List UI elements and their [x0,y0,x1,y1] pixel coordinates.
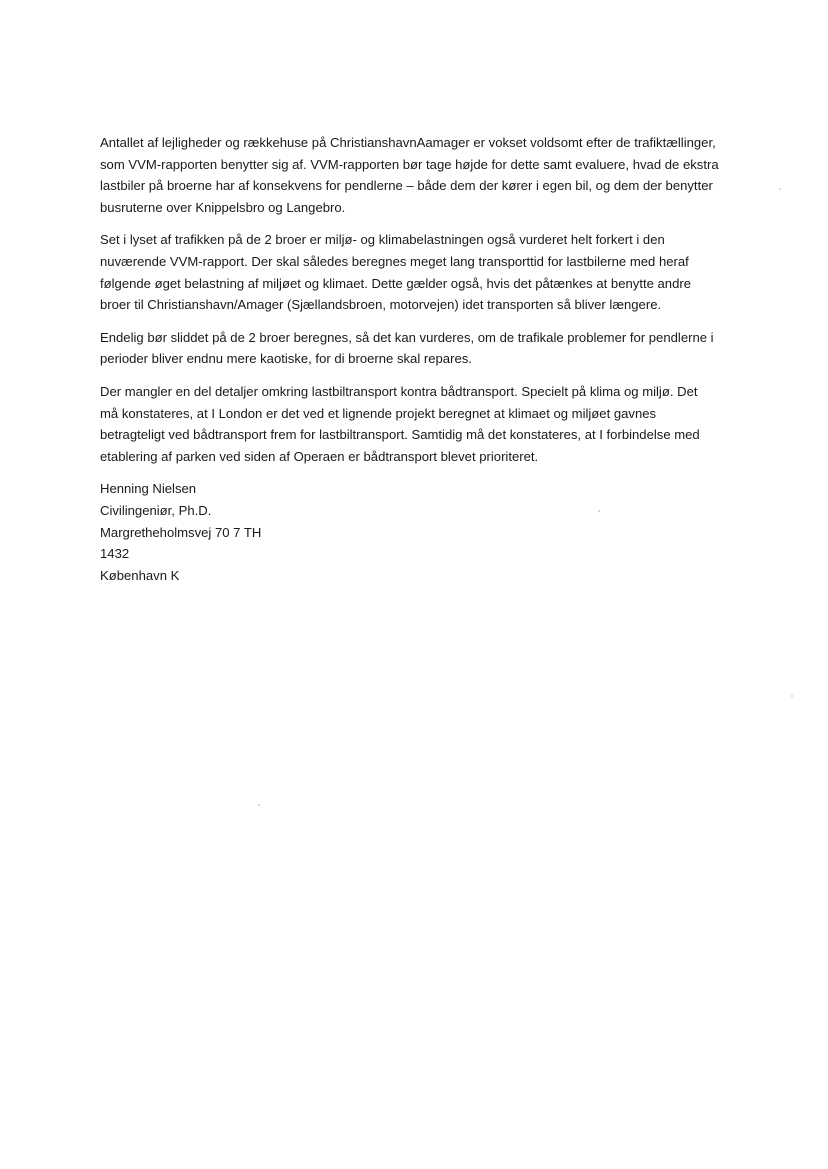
paragraph-3 [100,327,750,370]
paragraph-line: etablering af parken ved siden af Operaen er bådtransport blevet prioriteret. [100,448,539,464]
signature-title: Civilingeniør, Ph.D. [100,502,212,518]
paragraph-line: Antallet af lejligheder og rækkehuse på ChristianshavnAamager er vokset voldsomt efter de trafiktællinger, [100,135,716,150]
paragraph-4 [100,381,750,467]
paragraph-line: Set i lyset af trafikken på de 2 broer er miljø- og klimabelastningen også vurderet helt forkert i den [100,232,665,248]
letter-body [100,132,750,586]
paragraph-2 [100,229,750,315]
paragraph-line: perioder bliver endnu mere kaotiske, for di broerne skal repares. [100,351,472,367]
paragraph-line: lastbiler på broerne har af konsekvens for pendlerne – både dem der kører i egen bil, og dem der benytter [100,178,713,194]
paragraph-line: betragteligt ved bådtransport frem for lastbiltransport. Samtidig må det konstateres, at I forbindelse med [100,427,700,443]
signature-name: Henning Nielsen [100,481,197,497]
signature-postal-code: 1432 [100,546,130,562]
paragraph-line: må konstateres, at I London er det ved et lignende projekt beregnet at klimaet og miljøet gavnes [100,405,657,421]
signature-street: Margretheholmsvej 70 7 TH [100,524,262,540]
paragraph-line: følgende øget belastning af miljøet og klimaet. Dette gælder også, hvis det påtænkes at benytte andre [100,275,692,291]
signature-block [100,478,750,586]
paragraph-1 [100,132,750,218]
scan-speck [598,510,600,512]
scan-speck [258,804,260,806]
paragraph-line: som VVM-rapporten benytter sig af. VVM-rapporten bør tage højde for dette samt evaluere, hvad de ekstra [100,156,719,172]
paragraph-line: nuværende VVM-rapport. Der skal således beregnes meget lang transporttid for lastbilerne med heraf [100,253,689,269]
signature-city: København K [100,567,180,583]
paragraph-line: Der mangler en del detaljer omkring lastbiltransport kontra bådtransport. Specielt på klima og miljø. Det [100,383,698,399]
paragraph-line: busruterne over Knippelsbro og Langebro. [100,199,346,215]
paragraph-line: Endelig bør sliddet på de 2 broer beregnes, så det kan vurderes, om de trafikale problemer for pendlerne i [100,329,714,345]
scan-speck [779,188,781,190]
scan-speck [791,695,793,697]
paragraph-line: broer til Christianshavn/Amager (Sjællandsbroen, motorvejen) idet transporten så bliver længere. [100,297,662,313]
